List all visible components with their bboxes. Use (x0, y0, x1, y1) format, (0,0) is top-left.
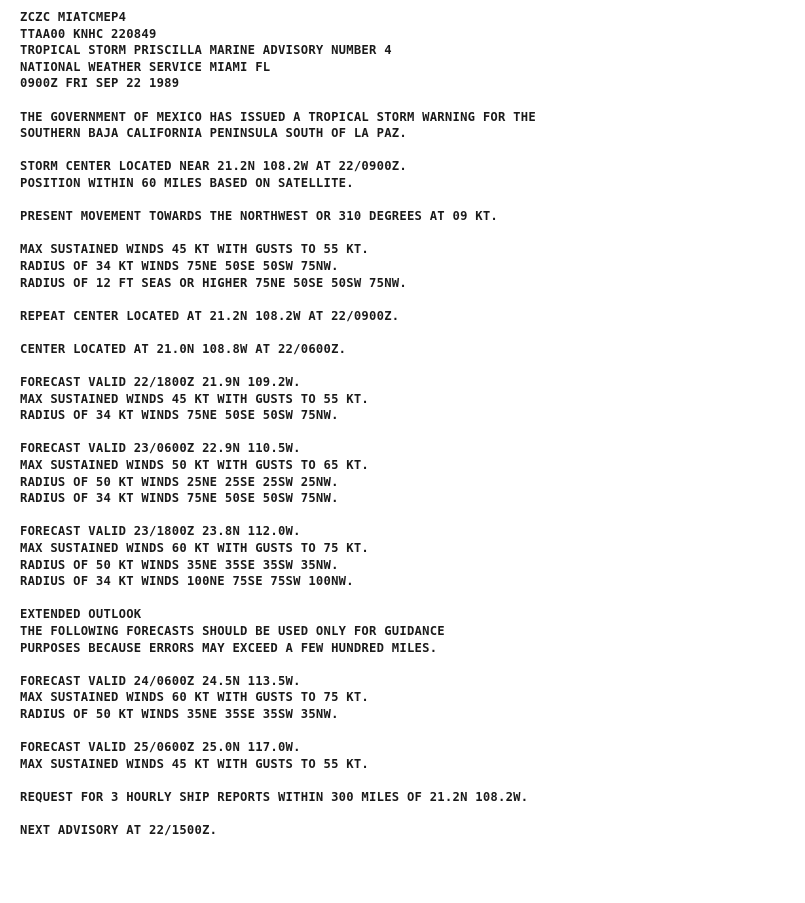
next-advisory-paragraph (20, 822, 790, 839)
forecast-line: FORECAST VALID 24/0600Z 24.5N 113.5W. (20, 673, 301, 688)
next-advisory-line: NEXT ADVISORY AT 22/1500Z. (20, 823, 218, 838)
header-line: TTAA00 KNHC 220849 (20, 26, 157, 41)
advisory-document (20, 9, 790, 855)
forecast-line: MAX SUSTAINED WINDS 60 KT WITH GUSTS TO 75 KT. (20, 690, 370, 705)
forecast-paragraph-4 (20, 673, 790, 723)
center-line: STORM CENTER LOCATED NEAR 21.2N 108.2W AT 22/0900Z. (20, 159, 407, 174)
repeat-line: REPEAT CENTER LOCATED AT 21.2N 108.2W AT 22/0900Z. (20, 308, 400, 323)
ship-report-request-paragraph (20, 789, 790, 806)
movement-paragraph (20, 208, 790, 225)
issue-time: 0900Z FRI SEP 22 1989 (20, 76, 180, 91)
repeat-center-paragraph (20, 308, 790, 325)
issuing-office: NATIONAL WEATHER SERVICE MIAMI FL (20, 59, 271, 74)
forecast-line: RADIUS OF 50 KT WINDS 35NE 35SE 35SW 35NW. (20, 706, 339, 721)
forecast-line: RADIUS OF 34 KT WINDS 75NE 50SE 50SW 75NW. (20, 491, 339, 506)
winds-line: RADIUS OF 34 KT WINDS 75NE 50SE 50SW 75NW. (20, 258, 339, 273)
advisory-header (20, 9, 790, 92)
forecast-line: RADIUS OF 50 KT WINDS 35NE 35SE 35SW 35NW. (20, 557, 339, 572)
forecast-line: FORECAST VALID 25/0600Z 25.0N 117.0W. (20, 740, 301, 755)
forecast-line: FORECAST VALID 22/1800Z 21.9N 109.2W. (20, 375, 301, 390)
winds-line: RADIUS OF 12 FT SEAS OR HIGHER 75NE 50SE 50SW 75NW. (20, 275, 407, 290)
forecast-line: MAX SUSTAINED WINDS 45 KT WITH GUSTS TO 55 KT. (20, 391, 370, 406)
outlook-line: PURPOSES BECAUSE ERRORS MAY EXCEED A FEW HUNDRED MILES. (20, 640, 438, 655)
forecast-line: RADIUS OF 50 KT WINDS 25NE 25SE 25SW 25NW. (20, 474, 339, 489)
forecast-line: MAX SUSTAINED WINDS 50 KT WITH GUSTS TO 65 KT. (20, 458, 370, 473)
forecast-paragraph-1 (20, 374, 790, 424)
forecast-paragraph-3 (20, 523, 790, 589)
outlook-heading: EXTENDED OUTLOOK (20, 607, 142, 622)
winds-paragraph (20, 241, 790, 291)
winds-line: MAX SUSTAINED WINDS 45 KT WITH GUSTS TO 55 KT. (20, 242, 370, 257)
previous-line: CENTER LOCATED AT 21.0N 108.8W AT 22/0600Z. (20, 341, 347, 356)
forecast-line: RADIUS OF 34 KT WINDS 100NE 75SE 75SW 100NW. (20, 574, 354, 589)
warning-line: SOUTHERN BAJA CALIFORNIA PENINSULA SOUTH OF LA PAZ. (20, 126, 407, 141)
extended-outlook-paragraph (20, 606, 790, 656)
forecast-line: MAX SUSTAINED WINDS 60 KT WITH GUSTS TO 75 KT. (20, 541, 370, 555)
center-line: POSITION WITHIN 60 MILES BASED ON SATELLITE. (20, 175, 354, 190)
header-line: ZCZC MIATCMEP4 (20, 10, 127, 24)
forecast-line: MAX SUSTAINED WINDS 45 KT WITH GUSTS TO 55 KT. (20, 756, 370, 771)
warning-line: THE GOVERNMENT OF MEXICO HAS ISSUED A TROPICAL STORM WARNING FOR THE (20, 109, 536, 124)
advisory-title: TROPICAL STORM PRISCILLA MARINE ADVISORY NUMBER 4 (20, 43, 392, 58)
storm-center-paragraph (20, 158, 790, 191)
previous-center-paragraph (20, 341, 790, 358)
forecast-paragraph-2 (20, 440, 790, 506)
warning-paragraph (20, 109, 790, 142)
forecast-paragraph-5 (20, 739, 790, 772)
movement-line: PRESENT MOVEMENT TOWARDS THE NORTHWEST OR 310 DEGREES AT 09 KT. (20, 209, 499, 224)
forecast-line: FORECAST VALID 23/1800Z 23.8N 112.0W. (20, 524, 301, 539)
forecast-line: RADIUS OF 34 KT WINDS 75NE 50SE 50SW 75NW. (20, 408, 339, 423)
outlook-line: THE FOLLOWING FORECASTS SHOULD BE USED ONLY FOR GUIDANCE (20, 623, 445, 638)
request-line: REQUEST FOR 3 HOURLY SHIP REPORTS WITHIN 300 MILES OF 21.2N 108.2W. (20, 789, 529, 804)
forecast-line: FORECAST VALID 23/0600Z 22.9N 110.5W. (20, 441, 301, 456)
